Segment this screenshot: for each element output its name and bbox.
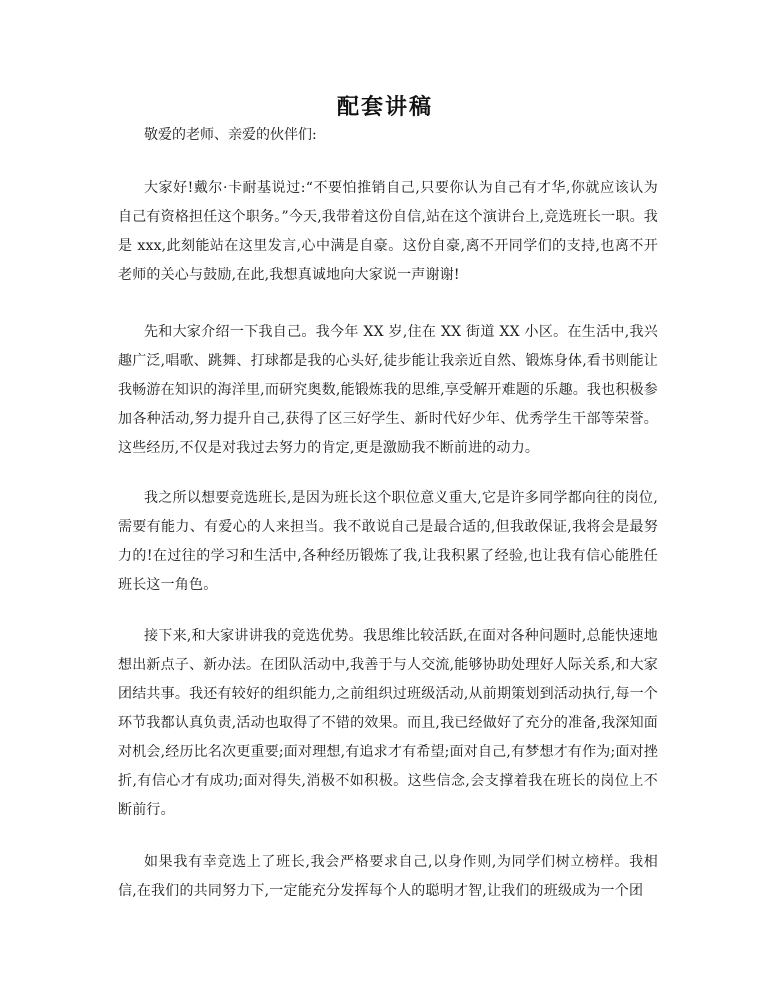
paragraph-self-introduction: 先和大家介绍一下我自己。我今年 XX 岁,住在 XX 街道 XX 小区。在生活中,我兴趣广泛,唱歌、跳舞、打球都是我的心头好,徒步能让我亲近自然、锻炼身体,看书则能让我畅游在知识的海洋里,而研究奥数,能锻炼我的思维,享受解开难题的乐趣。我也积极参加各种活动,努力提升自己,获得了区三好学生、新时代好少年、优秀学生干部等荣誉。这些经历,不仅是对我过去努力的肯定,更是激励我不断前进的动力。 bbox=[118, 324, 658, 456]
paragraph-advantages: 接下来,和大家讲讲我的竞选优势。我思维比较活跃,在面对各种问题时,总能快速地想出新点子、新办法。在团队活动中,我善于与人交流,能够协助处理好人际关系,和大家团结共事。我还有较好的组织能力,之前组织过班级活动,从前期策划到活动执行,每一个环节我都认真负责,活动也取得了不错的效果。而且,我已经做好了充分的准备,我深知面对机会,经历比名次更重要;面对理想,有追求才有希望;面对自己,有梦想才有作为;面对挫折,有信心才有成功;面对得失,消极不如积极。这些信念,会支撑着我在班长的岗位上不断前行。 bbox=[118, 628, 658, 818]
greeting-line: 敬爱的老师、亲爱的伙伴们: bbox=[144, 127, 317, 143]
paragraph-motivation: 我之所以想要竞选班长,是因为班长这个职位意义重大,它是许多同学都向往的岗位,需要有能力、有爱心的人来担当。我不敢说自己是最合适的,但我敢保证,我将会是最努力的!在过往的学习和生活中,各种经历锻炼了我,让我积累了经验,也让我有信心能胜任班长这一角色。 bbox=[118, 490, 658, 593]
paragraph-commitment: 如果我有幸竞选上了班长,我会严格要求自己,以身作则,为同学们树立榜样。我相信,在我们的共同努力下,一定能充分发挥每个人的聪明才智,让我们的班级成为一个团 bbox=[118, 854, 658, 899]
paragraph-intro: 大家好!戴尔·卡耐基说过:“不要怕推销自己,只要你认为自己有才华,你就应该认为自己有资格担任这个职务。”今天,我带着这份自信,站在这个演讲台上,竞选班长一职。我是 xxx,此刻能站在这里发言,心中满是自豪。这份自豪,离不开同学们的支持,也离不开老师的关心与鼓励,在此,我想真诚地向大家说一声谢谢! bbox=[118, 180, 658, 283]
page-title: 配套讲稿 bbox=[336, 94, 433, 120]
